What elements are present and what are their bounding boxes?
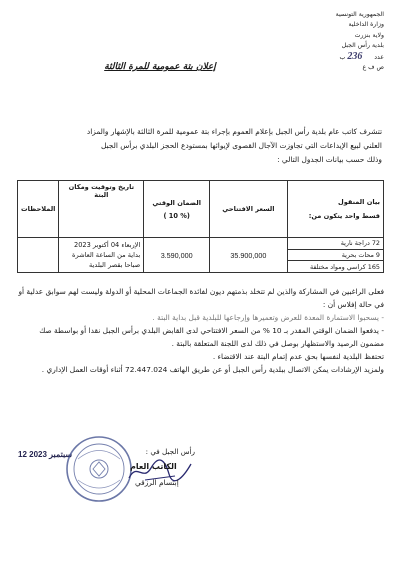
table-cell-item: 72 دراجة نارية (287, 238, 383, 250)
header-guarantee-label: الضمان الوقتي (152, 198, 201, 207)
table-cell-guarantee: 3.590,000 (144, 238, 210, 273)
auction-table (17, 180, 384, 273)
intro-line-1: تتشرف كاتب عام بلدية رأس الجبل بإعلام العموم بإجراء بتة عمومية للمرة الثالثة بالإشهار والمزاد (86, 127, 382, 136)
signature-date: 12 سبتمبر 2023 (18, 450, 73, 459)
signature-place: رأس الجبل في : (145, 447, 195, 456)
body-paragraph-contact: ولمزيد الإرشادات يمكن الاتصال ببلدية رأس الجبل أو عن طريق الهاتف 72.447.024 أثناء أوقات العمل الإداري . (41, 365, 384, 374)
header-guarantee (144, 181, 210, 238)
header-notes-label: الملاحظات (21, 205, 56, 213)
letterhead-municipality: بلدية رأس الجبل (341, 42, 384, 50)
letterhead-country: الجمهورية التونسية (335, 11, 384, 18)
header-datetime-label: تاريخ وتوقيت ومكان البتة (68, 183, 135, 199)
table-cell-price: 35.900,000 (210, 238, 288, 273)
body-paragraph-form: - يسحبوا الاستمارة المعدة للعرض وتعميرها وإرجاعها للبلدية قبل بداية البتة . (152, 313, 384, 322)
body-paragraph-conditions: فعلى الراغبين في المشاركة والذين لم تتخلد بذمتهم ديون لفائدة الجماعات المحلية أو الدولة وليست لهم سوابق عدلية أو في حالة إفلاس أن : (18, 287, 384, 309)
document-title: إعلان بتة عمومية للمرة الثالثة (104, 62, 216, 72)
reference-line (234, 52, 384, 63)
body-paragraph-guarantee: - يدفعوا الضمان الوقتي المقدر بـ 10 % من السعر الافتتاحي لدى القابض البلدي برأس الجبل نقدا أو بواسطة صك مضمون الرصيد والاستظهار بوصل في ذلك لدى اللجنة المتعلقة بالبتة . (39, 326, 384, 348)
table-row (18, 238, 384, 250)
header-items-sub: قسط واحد يتكون من: (308, 212, 380, 220)
header-price-label: السعر الافتتاحي (222, 205, 275, 213)
body-paragraph-reservation: تحتفظ البلدية لنفسها بحق عدم إتمام البتة عند الاقتضاء . (212, 352, 384, 361)
reference-number: 236 (347, 50, 363, 62)
letterhead-governorate: ولاية بنزرت (354, 31, 384, 39)
official-stamp-icon (64, 434, 134, 504)
signature-role: الكاتب العام (130, 462, 177, 471)
table-cell-item: 9 محات بحرية (287, 249, 383, 261)
table-header-row (18, 181, 384, 238)
table-cell-item: 165 كراسي ومواد مختلفة (287, 261, 383, 273)
table-cell-datetime: الإربعاء 04 أكتوبر 2023 بداية من الساعة العاشرة صباحا بقصر البلدية (59, 238, 144, 273)
intro-line-2: العلني لبيع الإيداعات التي تجاوزت الآجال القصوى لإيوائها بمستودع الحجز البلدي برأس الجبل (100, 140, 382, 150)
intro-paragraph (20, 125, 382, 166)
reference-label: عدد (374, 53, 384, 61)
header-notes (18, 181, 59, 238)
header-datetime (59, 181, 144, 238)
header-guarantee-pct: ( 10 %) (163, 211, 190, 220)
body-text (16, 285, 384, 376)
letterhead-ministry: وزارة الداخلية (348, 21, 384, 29)
signature-name: إبتسام الرزقي (135, 478, 179, 487)
letterhead (234, 10, 384, 73)
subject-label: ص ف ع (362, 64, 384, 72)
table-cell-notes (18, 238, 59, 273)
header-items-label: بيان المنقول (337, 198, 380, 206)
header-price (210, 181, 288, 238)
intro-line-3: وذلك حسب بيانات الجدول التالي : (277, 154, 382, 164)
reference-suffix: ب (339, 53, 346, 61)
header-items (287, 181, 383, 238)
